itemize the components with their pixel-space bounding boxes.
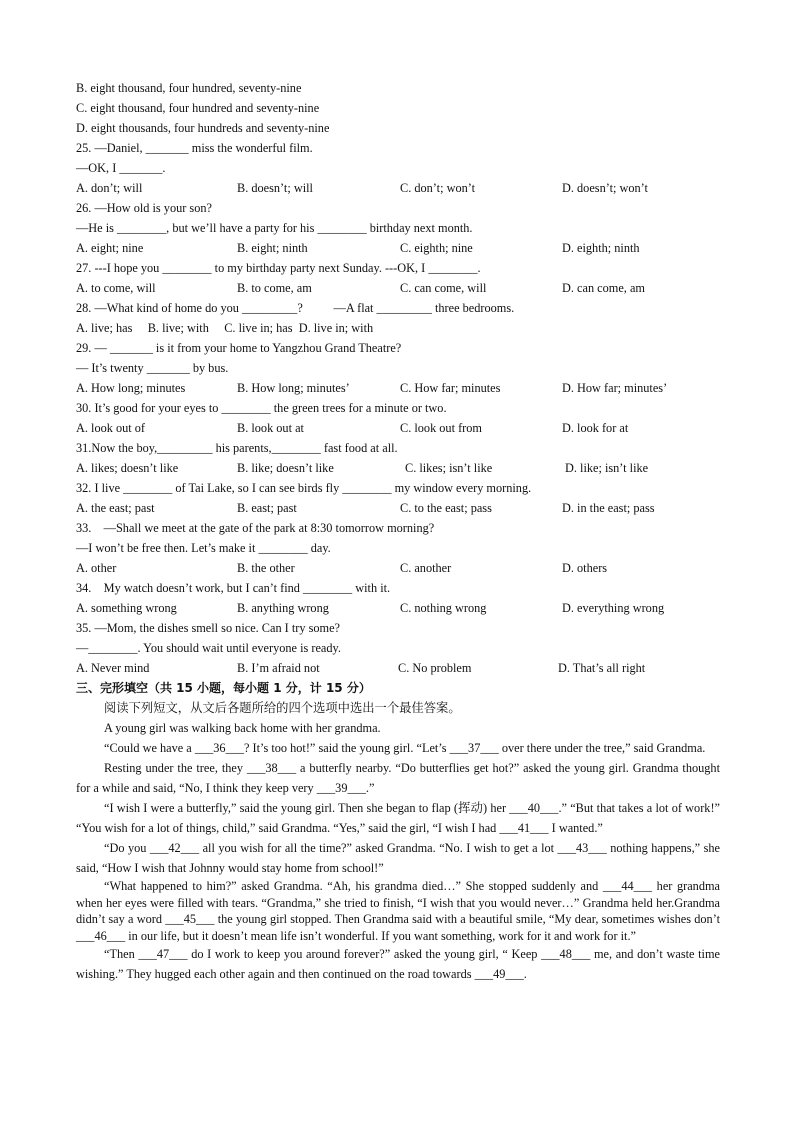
question-options [76, 658, 720, 678]
option-b: B. to come, am [237, 281, 312, 295]
question-options [76, 418, 720, 438]
option-a: A. How long; minutes [76, 381, 186, 395]
question-options [76, 458, 720, 478]
question-options [76, 558, 720, 578]
option-a: A. eight; nine [76, 241, 144, 255]
option-d: D. That’s all right [558, 661, 646, 675]
question-stem: 35. —Mom, the dishes smell so nice. Can I try some? [76, 621, 341, 635]
option-b: B. like; doesn’t like [237, 461, 334, 475]
question-stem: 31.Now the boy,_________ his parents,________ fast food at all. [76, 441, 398, 455]
question-stem: 26. —How old is your son? [76, 201, 212, 215]
option-d: D. like; isn’t like [565, 461, 649, 475]
option-b: B. doesn’t; will [237, 181, 313, 195]
question-options [76, 278, 720, 298]
option-d: D. doesn’t; won’t [562, 181, 648, 195]
question-stem: —________. You should wait until everyone is ready. [76, 641, 341, 655]
question-options [76, 178, 720, 198]
option-line: C. eight thousand, four hundred and seventy-nine [76, 101, 320, 115]
question-options-inline: A. live; has B. live; with C. live in; has D. live in; with [76, 321, 374, 335]
option-d: D. can come, am [562, 281, 645, 295]
passage-paragraph: “Then ___47___ do I work to keep you around forever?” asked the young girl, “ Keep ___48___ me, and don’t waste time wishing.” They hugged each other again and then continued on the road towards ___49___. [76, 947, 720, 981]
option-d: D. in the east; pass [562, 501, 655, 515]
question-options [76, 498, 720, 518]
option-c: C. How far; minutes [400, 381, 501, 395]
option-a: A. look out of [76, 421, 145, 435]
option-a: A. don’t; will [76, 181, 143, 195]
question-stem: 28. —What kind of home do you _________? —A flat _________ three bedrooms. [76, 301, 515, 315]
option-a: A. other [76, 561, 117, 575]
question-options [76, 238, 720, 258]
option-line: D. eight thousands, four hundreds and seventy-nine [76, 121, 330, 135]
option-line: B. eight thousand, four hundred, seventy-nine [76, 81, 302, 95]
question-stem: —He is ________, but we’ll have a party for his ________ birthday next month. [76, 221, 473, 235]
option-c: C. look out from [400, 421, 482, 435]
question-stem: 33. —Shall we meet at the gate of the park at 8:30 tomorrow morning? [76, 521, 435, 535]
option-b: B. How long; minutes’ [237, 381, 350, 395]
option-c: C. another [400, 561, 452, 575]
question-stem: —I won’t be free then. Let’s make it ________ day. [76, 541, 331, 555]
question-stem: — It’s twenty _______ by bus. [76, 361, 229, 375]
option-a: A. to come, will [76, 281, 156, 295]
passage-paragraph: Resting under the tree, they ___38___ a butterfly nearby. “Do butterflies get hot?” asked the young girl. Grandma thought for a while and said, “No, I think they keep very ___39___.” [76, 761, 720, 795]
option-b: B. anything wrong [237, 601, 329, 615]
section-instruction: 阅读下列短文，从文后各题所给的四个选项中选出一个最佳答案。 [104, 701, 461, 715]
option-d: D. eighth; ninth [562, 241, 640, 255]
question-options [76, 598, 720, 618]
question-options [76, 378, 720, 398]
option-a: A. likes; doesn’t like [76, 461, 179, 475]
passage-paragraph: “Do you ___42___ all you wish for all the time?” asked Grandma. “No. I wish to get a lot ___43___ nothing happens,” she said, “How I wish that Johnny would stay home from school!” [76, 841, 720, 875]
option-b: B. look out at [237, 421, 304, 435]
option-b: B. eight; ninth [237, 241, 308, 255]
passage-paragraph: “Could we have a ___36___? It’s too hot!” said the young girl. “Let’s ___37___ over there under the tree,” said Grandma. [104, 741, 706, 755]
option-d: D. How far; minutes’ [562, 381, 668, 395]
option-c: C. nothing wrong [400, 601, 487, 615]
question-stem: 25. —Daniel, _______ miss the wonderful film. [76, 141, 313, 155]
section-heading: 三、完形填空（共 15 小题，每小题 1 分，计 15 分） [76, 681, 371, 695]
option-c: C. No problem [398, 661, 472, 675]
exam-page [76, 78, 720, 984]
option-c: C. can come, will [400, 281, 487, 295]
question-stem: 34. My watch doesn’t work, but I can’t find ________ with it. [76, 581, 391, 595]
passage-paragraph: A young girl was walking back home with her grandma. [104, 721, 381, 735]
option-d: D. everything wrong [562, 601, 665, 615]
option-c: C. eighth; nine [400, 241, 473, 255]
option-b: B. I’m afraid not [237, 661, 320, 675]
passage-paragraph: “What happened to him?” asked Grandma. “Ah, his grandma died…” She stopped suddenly and ___44___ her grandma when her eyes were filled with tears. “Grandma,” she tried to finish, “I wish that you would never…” Grandma held her.Grandma didn’t say a word ___45___ the young girl stopped. Then Grandma said with a beautiful smile, “My dear, sometimes wishes don’t ___46___ in our life, but it doesn’t mean life isn’t wonderful. If you want something, work for it and work for it.” [76, 879, 720, 943]
option-c: C. likes; isn’t like [405, 461, 493, 475]
question-stem: 29. — _______ is it from your home to Yangzhou Grand Theatre? [76, 341, 402, 355]
passage-paragraph: “I wish I were a butterfly,” said the young girl. Then she began to flap (挥动) her ___40___.” “But that takes a lot of work!” “You wish for a lot of things, child,” said Grandma. “Yes,” said the girl, “I wish I had ___41___ I wanted.” [76, 801, 720, 835]
option-a: A. Never mind [76, 661, 150, 675]
option-d: D. look for at [562, 421, 629, 435]
option-a: A. the east; past [76, 501, 155, 515]
option-a: A. something wrong [76, 601, 177, 615]
option-c: C. to the east; pass [400, 501, 492, 515]
question-stem: 32. I live ________ of Tai Lake, so I can see birds fly ________ my window every morning. [76, 481, 532, 495]
question-stem: —OK, I _______. [76, 161, 166, 175]
option-d: D. others [562, 561, 608, 575]
question-stem: 27. ---I hope you ________ to my birthday party next Sunday. ---OK, I ________. [76, 261, 481, 275]
option-b: B. the other [237, 561, 295, 575]
option-c: C. don’t; won’t [400, 181, 476, 195]
question-stem: 30. It’s good for your eyes to ________ the green trees for a minute or two. [76, 401, 447, 415]
option-b: B. east; past [237, 501, 297, 515]
